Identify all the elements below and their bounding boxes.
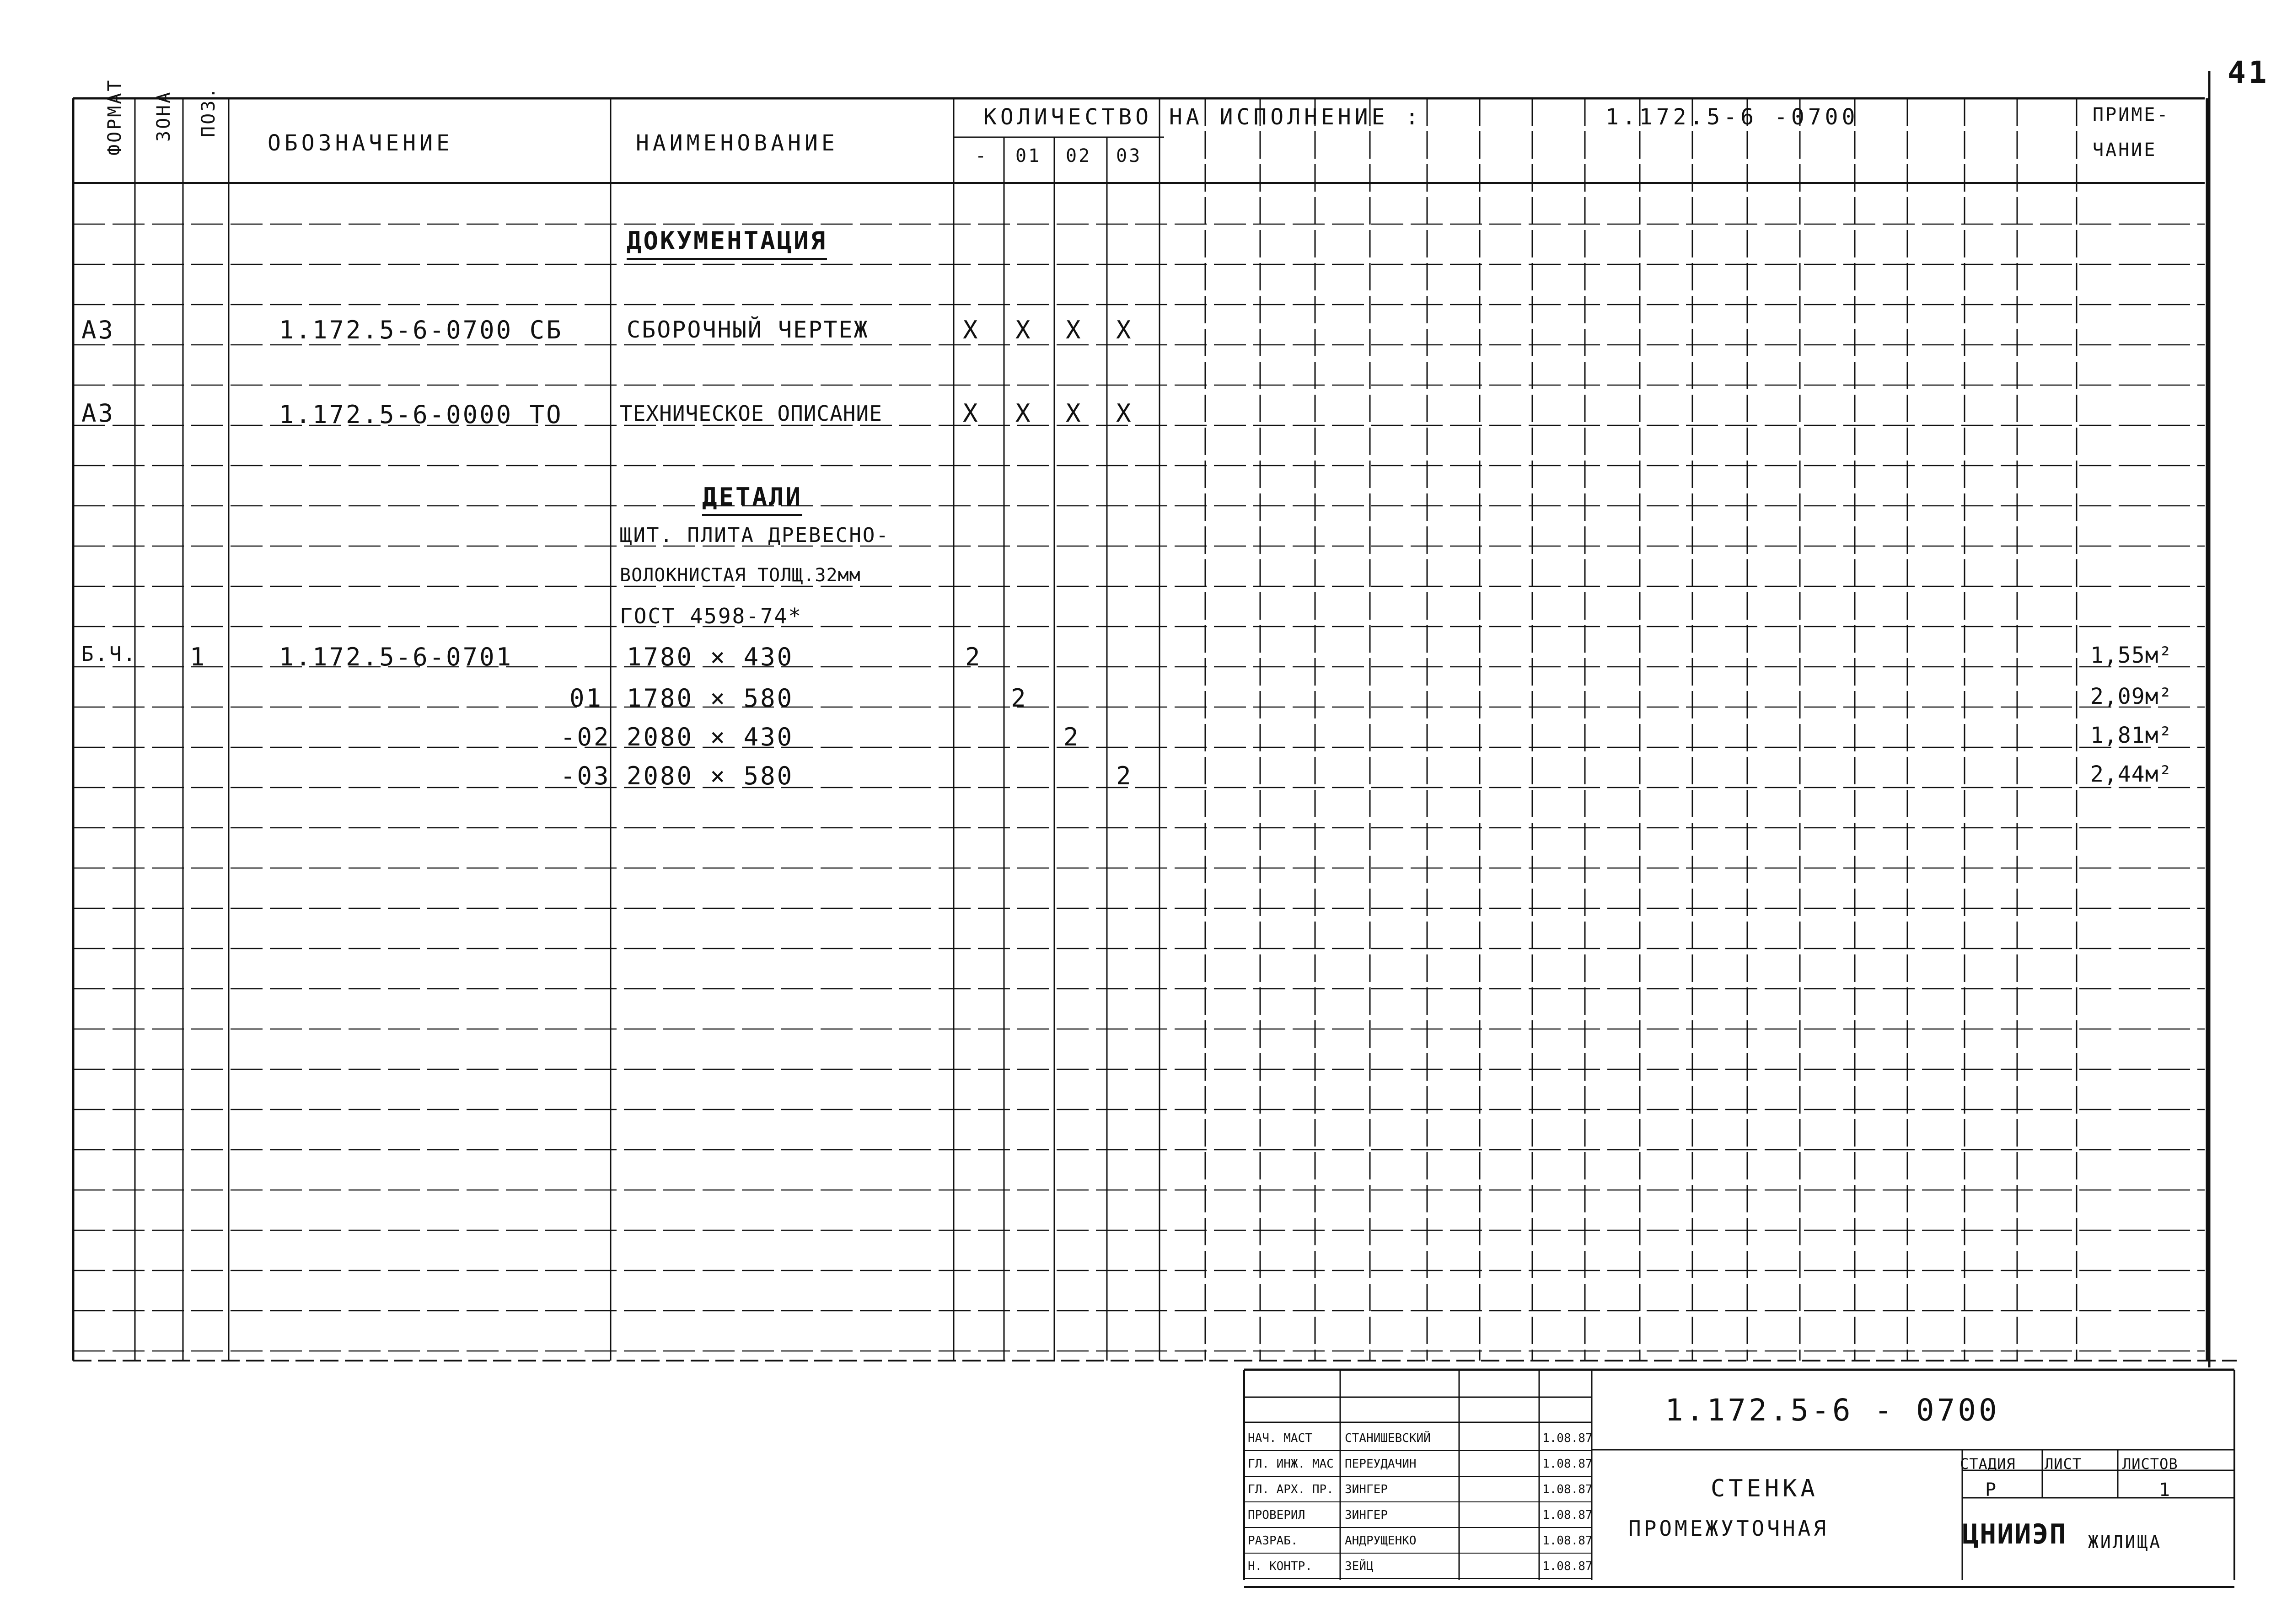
header-note-2: ЧАНИЕ (2093, 139, 2157, 161)
signature-date-3: 1.08.87 (1542, 1483, 1593, 1496)
signature-name-2: ПЕРЕУДАЧИН (1345, 1457, 1417, 1471)
detail-row-2-designation: 01 (569, 684, 603, 713)
stage-label: СТАДИЯ (1960, 1455, 2016, 1473)
header-pos: ПОЗ. (198, 86, 219, 137)
detail-row-3-designation: -02 (560, 723, 611, 751)
detail-row-4-designation: -03 (560, 761, 611, 790)
doc-row-1-mark-0: X (963, 316, 980, 344)
signature-date-5: 1.08.87 (1542, 1534, 1593, 1548)
doc-row-1-designation: 1.172.5-6-0700 СБ (279, 316, 563, 344)
section-details (702, 482, 802, 516)
signature-role-6: Н. КОНТР. (1248, 1560, 1312, 1573)
sheets-value: 1 (2159, 1479, 2171, 1501)
signature-role-1: НАЧ. МАСТ (1248, 1431, 1312, 1445)
section-documentation (627, 226, 827, 260)
doc-row-1-format: А3 (81, 316, 115, 344)
detail-row-2-note: 2,09м² (2090, 684, 2173, 709)
doc-row-2-name: ТЕХНИЧЕСКОЕ ОПИСАНИЕ (620, 401, 882, 426)
variant-header-0: - (975, 145, 988, 166)
detail-row-4-name: 2080 × 580 (627, 761, 794, 790)
signature-role-4: ПРОВЕРИЛ (1248, 1508, 1305, 1522)
signature-name-5: АНДРУЩЕНКО (1345, 1534, 1417, 1548)
detail-desc-line-2: ВОЛОКНИСТАЯ ТОЛЩ.32мм (620, 565, 861, 586)
doc-row-2-designation: 1.172.5-6-0000 ТО (279, 400, 563, 429)
signature-name-3: ЗИНГЕР (1345, 1483, 1388, 1496)
doc-row-1-mark-1: X (1015, 316, 1032, 344)
signature-name-6: ЗЕЙЦ (1345, 1560, 1374, 1573)
detail-row-1-note: 1,55м² (2090, 643, 2173, 668)
section-details-label: ДЕТАЛИ (702, 482, 803, 511)
detail-desc-line-1: ЩИТ. ПЛИТА ДРЕВЕСНО- (620, 524, 890, 547)
signature-date-2: 1.08.87 (1542, 1457, 1593, 1471)
page-number: 41 (2228, 55, 2270, 90)
variant-header-3: 03 (1116, 145, 1142, 166)
detail-row-1-pos: 1 (190, 643, 207, 671)
doc-row-2-mark-0: X (963, 399, 980, 428)
doc-row-1-mark-3: X (1116, 316, 1133, 344)
org-mark: ЦНИИЭП (1962, 1518, 2067, 1550)
detail-row-1-designation: 1.172.5-6-0701 (279, 643, 513, 671)
signature-date-1: 1.08.87 (1542, 1431, 1593, 1445)
signature-role-5: РАЗРАБ. (1248, 1534, 1298, 1548)
detail-row-2-name: 1780 × 580 (627, 684, 794, 713)
detail-row-3-qty: 2 (1063, 723, 1080, 751)
stage-value: Р (1985, 1479, 1997, 1501)
header-designation: ОБОЗНАЧЕНИЕ (268, 130, 453, 156)
sheets-label: ЛИСТОВ (2122, 1455, 2178, 1473)
detail-row-2-qty: 2 (1011, 684, 1028, 713)
detail-row-1-format: Б.Ч. (81, 643, 137, 666)
signature-name-4: ЗИНГЕР (1345, 1508, 1388, 1522)
signature-role-3: ГЛ. АРХ. ПР. (1248, 1483, 1334, 1496)
header-format: ФОРМАТ (104, 78, 125, 155)
variant-header-1: 01 (1015, 145, 1041, 166)
sheet-label: ЛИСТ (2045, 1455, 2082, 1473)
detail-row-3-name: 2080 × 430 (627, 723, 794, 751)
header-quantity-code: 1.172.5-6 -0700 (1605, 104, 1859, 130)
signature-role-2: ГЛ. ИНЖ. МАС (1248, 1457, 1334, 1471)
detail-row-3-note: 1,81м² (2090, 723, 2173, 748)
doc-row-2-mark-3: X (1116, 399, 1133, 428)
org-name: ЖИЛИЩА (2088, 1532, 2162, 1552)
header-zone: ЗОНА (153, 90, 174, 142)
detail-row-4-qty: 2 (1116, 761, 1133, 790)
signature-name-1: СТАНИШЕВСКИЙ (1345, 1431, 1431, 1445)
detail-desc-line-3: ГОСТ 4598-74* (620, 604, 803, 628)
doc-row-1-name: СБОРОЧНЫЙ ЧЕРТЕЖ (627, 316, 869, 343)
header-quantity: КОЛИЧЕСТВО НА ИСПОЛНЕНИЕ : (983, 104, 1423, 130)
header-note-1: ПРИМЕ- (2093, 104, 2170, 125)
title-line-2: ПРОМЕЖУТОЧНАЯ (1628, 1516, 1829, 1541)
detail-row-1-name: 1780 × 430 (627, 643, 794, 671)
detail-row-4-note: 2,44м² (2090, 761, 2173, 787)
detail-row-1-qty: 2 (965, 643, 982, 671)
section-documentation-label: ДОКУМЕНТАЦИЯ (627, 226, 827, 255)
title-code: 1.172.5-6 - 0700 (1665, 1393, 2000, 1428)
doc-row-2-mark-2: X (1066, 399, 1083, 428)
header-name: НАИМЕНОВАНИЕ (636, 130, 838, 156)
title-line-1: СТЕНКА (1711, 1475, 1819, 1502)
signature-date-4: 1.08.87 (1542, 1508, 1593, 1522)
signature-date-6: 1.08.87 (1542, 1560, 1593, 1573)
doc-row-1-mark-2: X (1066, 316, 1083, 344)
doc-row-2-format: А3 (81, 399, 115, 428)
doc-row-2-mark-1: X (1015, 399, 1032, 428)
variant-header-2: 02 (1066, 145, 1092, 166)
